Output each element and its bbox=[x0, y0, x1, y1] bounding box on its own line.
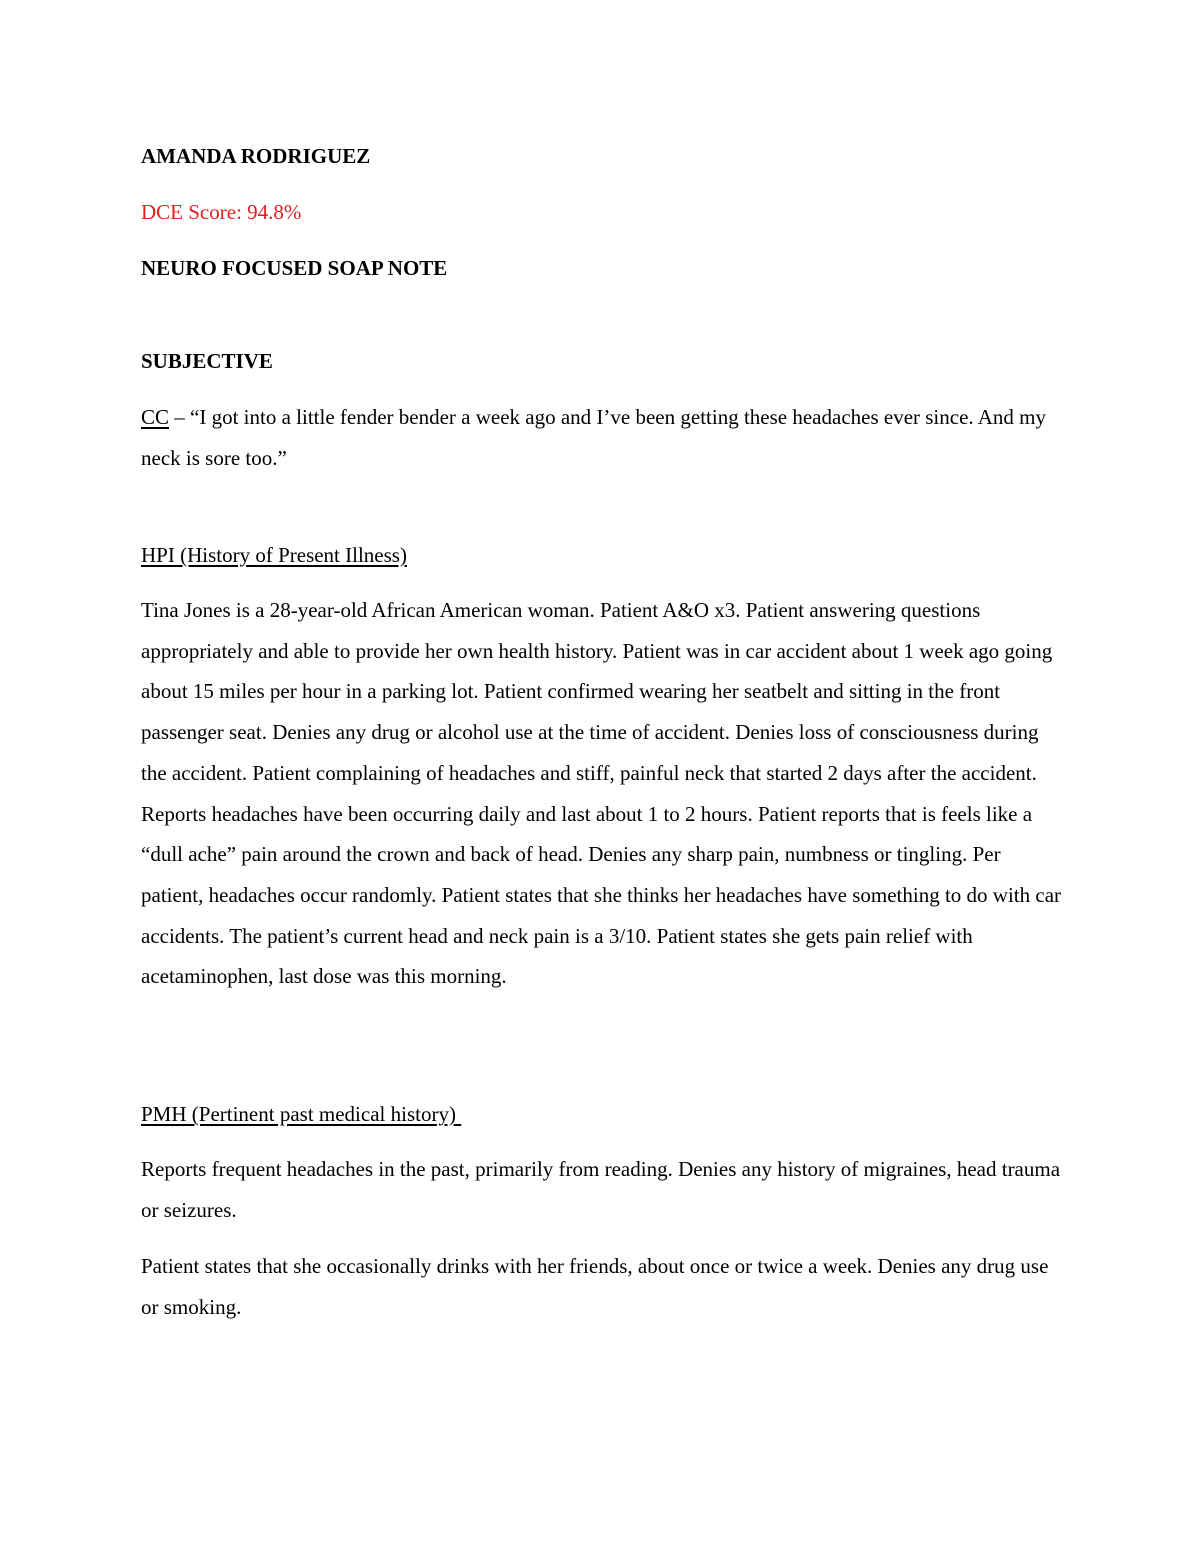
pmh-heading: PMH (Pertinent past medical history) bbox=[141, 1102, 462, 1126]
dce-score: DCE Score: 94.8% bbox=[141, 200, 302, 224]
pmh-text-1: Reports frequent headaches in the past, primarily from reading. Denies any history of migraines, head trauma or seizures. bbox=[141, 1157, 1061, 1222]
subjective-heading: SUBJECTIVE bbox=[141, 349, 273, 373]
cc-label: CC bbox=[141, 405, 170, 429]
author-name: AMANDA RODRIGUEZ bbox=[141, 144, 371, 168]
note-title: NEURO FOCUSED SOAP NOTE bbox=[141, 256, 448, 280]
cc-text: – “I got into a little fender bender a week ago and I’ve been getting these headaches ever since. And my neck is sore too.” bbox=[141, 405, 1047, 470]
hpi-heading: HPI (History of Present Illness) bbox=[141, 543, 407, 567]
pmh-text-2: Patient states that she occasionally drinks with her friends, about once or twice a week. Denies any drug use or smoking. bbox=[141, 1254, 1049, 1319]
hpi-text: Tina Jones is a 28-year-old African American woman. Patient A&O x3. Patient answering questions appropriately and able to provide her own health history. Patient was in car accident about 1 week ago going about 15 miles per hour in a parking lot. Patient confirmed wearing her seatbelt and sitting in the front passenger seat. Denies any drug or alcohol use at the time of accident. Denies loss of consciousness during the accident. Patient complaining of headaches and stiff, painful neck that started 2 days after the accident. Reports headaches have been occurring daily and last about 1 to 2 hours. Patient reports that is feels like a “dull ache” pain around the crown and back of head. Denies any sharp pain, numbness or tingling. Per patient, headaches occur randomly. Patient states that she thinks her headaches have something to do with car accidents. The patient’s current head and neck pain is a 3/10. Patient states she gets pain relief with acetaminophen, last dose was this morning. bbox=[141, 598, 1062, 989]
chief-complaint bbox=[141, 397, 1066, 478]
